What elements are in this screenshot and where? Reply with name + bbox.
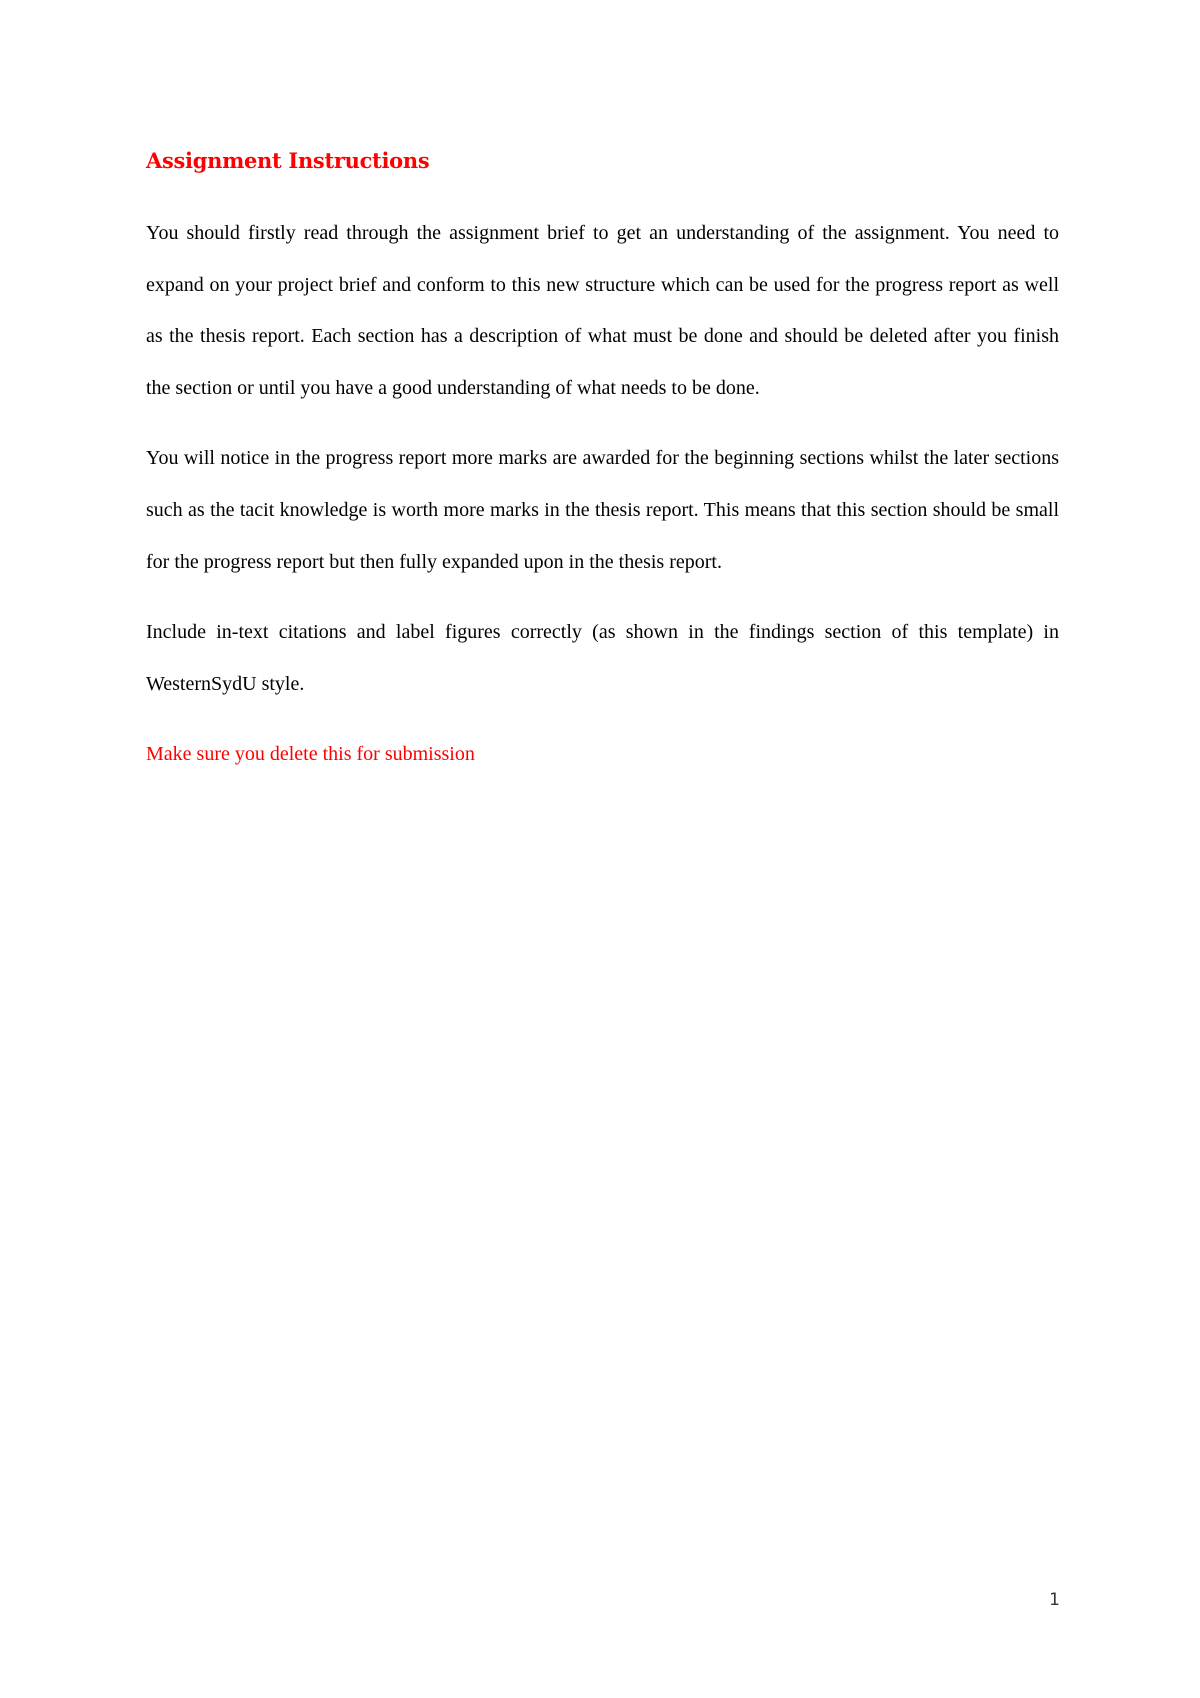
page-number: 1 [1049,1590,1060,1610]
page-content [146,140,1059,781]
page-title: Assignment Instructions [146,148,430,173]
instruction-paragraph-1: You should firstly read through the assignment brief to get an understanding of the assignment. You need to expand on your project brief and conform to this new structure which can be used for the progress report as well as the thesis report. Each section has a description of what must be done and should be deleted after you finish the section or until you have a good understanding of what needs to be done. [146,222,1059,399]
instruction-paragraph-3: Include in-text citations and label figures correctly (as shown in the findings section of this template) in WesternSydU style. [146,621,1059,695]
submission-note: Make sure you delete this for submission [146,743,475,766]
instruction-paragraph-2: You will notice in the progress report more marks are awarded for the beginning sections whilst the later sections such as the tacit knowledge is worth more marks in the thesis report. This means that this section should be small for the progress report but then fully expanded upon in the thesis report. [146,447,1059,573]
